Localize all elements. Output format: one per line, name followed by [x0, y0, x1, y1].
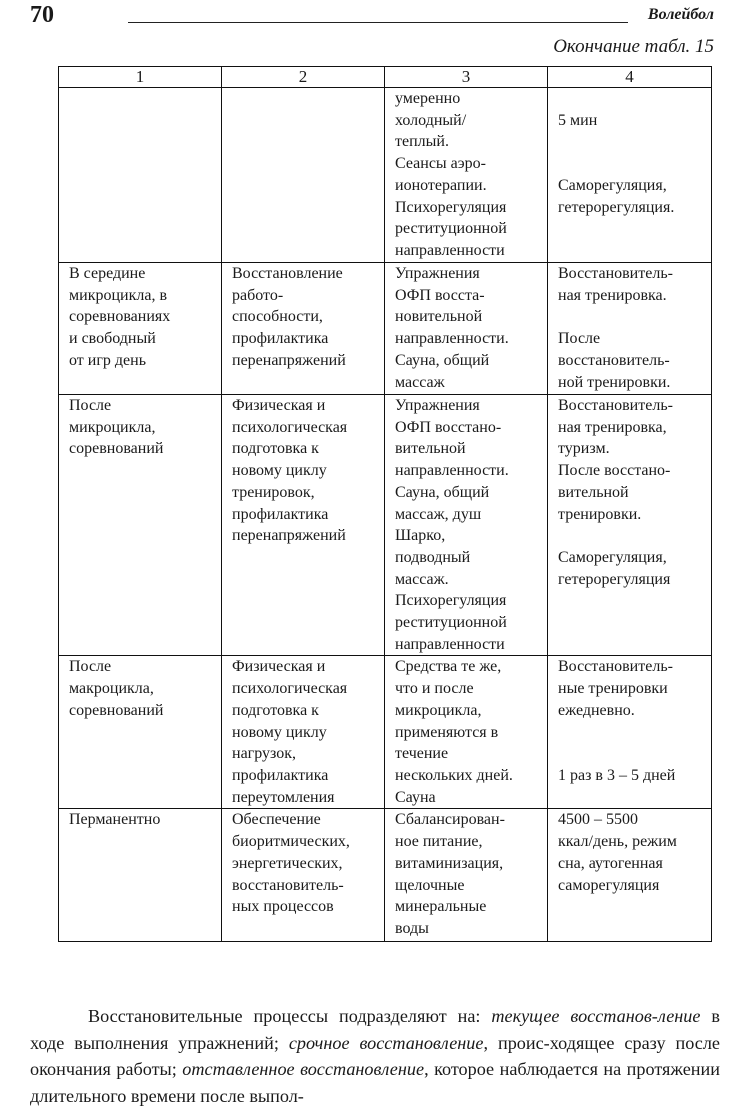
- term-current-recovery: текущее восстанов-ление: [491, 1006, 701, 1027]
- table-row: [59, 88, 712, 263]
- table-row: [59, 656, 712, 809]
- column-header: 1: [59, 67, 222, 88]
- table-cell: [222, 88, 385, 263]
- table-header-row: [59, 67, 712, 88]
- term-delayed-recovery: отставленное восстановление: [182, 1059, 425, 1080]
- column-header: 4: [548, 67, 712, 88]
- table-cell: Упражнения ОФП восстано- вительной направленности. Сауна, общий массаж, душ Шарко, подводный массаж. Психорегуляция реституционной направленности: [385, 395, 548, 656]
- table-cell: После микроцикла, соревнований: [59, 395, 222, 656]
- body-paragraph: [30, 1003, 720, 1109]
- table-row: [59, 809, 712, 942]
- header-rule: [128, 22, 628, 23]
- table-cell: Физическая и психологическая подготовка к новому циклу тренировок, профилактика перенапряжений: [222, 395, 385, 656]
- column-header: 2: [222, 67, 385, 88]
- running-title: Волейбол: [647, 6, 714, 23]
- table-cell: [59, 88, 222, 263]
- paragraph-text: , которое наблюдается на протяжении длительного времени после выпол-: [30, 1059, 720, 1106]
- table-cell: умеренно холодный/ теплый. Сеансы аэро- ионотерапии. Психорегуляция реституционной направленности: [385, 88, 548, 263]
- table-cell: Физическая и психологическая подготовка к новому циклу нагрузок, профилактика переутомления: [222, 656, 385, 809]
- table-cell: 5 мин Саморегуляция, гетерорегуляция.: [548, 88, 712, 263]
- recovery-table: [58, 66, 712, 942]
- paragraph-text: , проис-ходящее сразу после окончания работы;: [30, 1032, 720, 1080]
- table-cell: 4500 – 5500 ккал/день, режим сна, аутогенная саморегуляция: [548, 809, 712, 942]
- table-row: [59, 263, 712, 395]
- column-header: 3: [385, 67, 548, 88]
- table-row: [59, 395, 712, 656]
- table-cell: Обеспечение биоритмических, энергетических, восстановитель- ных процессов: [222, 809, 385, 942]
- table-cell: Сбалансирован- ное питание, витаминизация, щелочные минеральные воды: [385, 809, 548, 942]
- paragraph-text: Восстановительные процессы подразделяют на:: [88, 1006, 492, 1027]
- page-number: 70: [30, 2, 54, 28]
- page-header: [30, 4, 720, 30]
- paragraph-text: в ходе выполнения упражнений;: [30, 1006, 720, 1053]
- term-urgent-recovery: срочное восстановление: [288, 1032, 484, 1053]
- table-cell: Перманентно: [59, 809, 222, 942]
- table-cell: После макроцикла, соревнований: [59, 656, 222, 809]
- table-cell: Восстановитель- ная тренировка. После восстановитель- ной тренировки.: [548, 263, 712, 395]
- table-cell: Восстановление работо- способности, профилактика перенапряжений: [222, 263, 385, 395]
- table-caption: Окончание табл. 15: [553, 36, 714, 57]
- table-cell: Восстановитель- ные тренировки ежедневно. 1 раз в 3 – 5 дней: [548, 656, 712, 809]
- table-cell: В середине микроцикла, в соревнованиях и свободный от игр день: [59, 263, 222, 395]
- table-cell: Упражнения ОФП восста- новительной направленности. Сауна, общий массаж: [385, 263, 548, 395]
- table-cell: Восстановитель- ная тренировка, туризм. После восстано- вительной тренировки. Саморегуляция, гетерорегуляция: [548, 395, 712, 656]
- table-cell: Средства те же, что и после микроцикла, применяются в течение нескольких дней. Сауна: [385, 656, 548, 809]
